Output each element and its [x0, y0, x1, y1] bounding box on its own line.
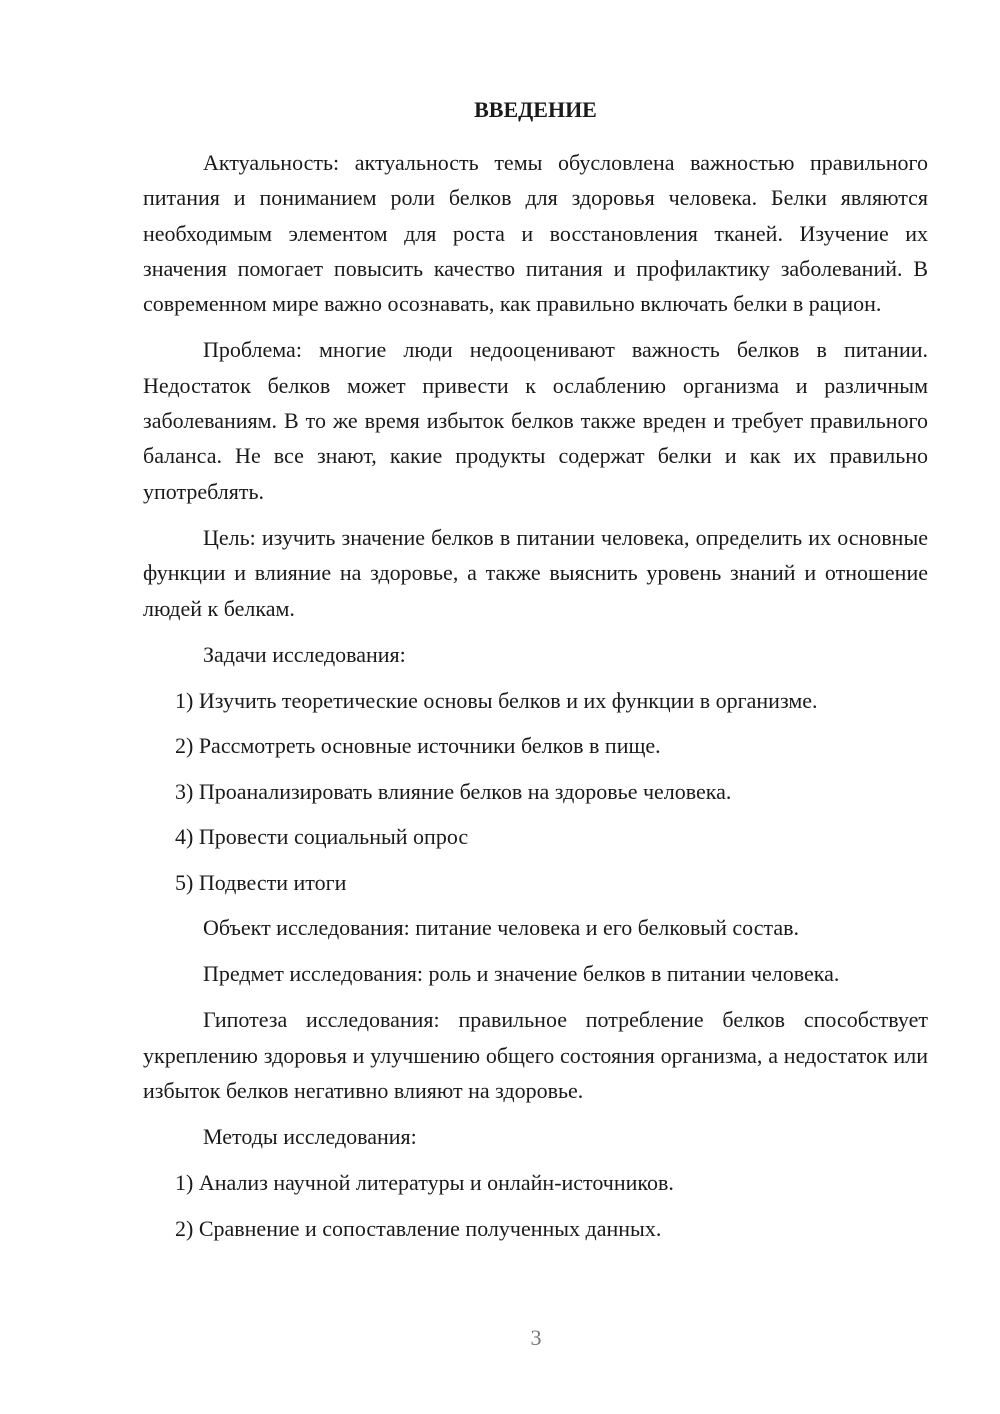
method-item: 1) Анализ научной литературы и онлайн-источников.: [175, 1170, 674, 1196]
section-title: ВВЕДЕНИЕ: [474, 97, 597, 122]
task-item: 4) Провести социальный опрос: [175, 824, 469, 850]
document-page: [143, 95, 928, 1256]
methods-list: [143, 1165, 928, 1246]
object-paragraph: Объект исследования: питание человека и его белковый состав.: [203, 915, 800, 941]
tasks-list: [143, 683, 928, 900]
subject-paragraph: Предмет исследования: роль и значение белков в питании человека.: [203, 961, 840, 987]
task-item: 3) Проанализировать влияние белков на здоровье человека.: [175, 778, 732, 804]
page-number: 3: [530, 1325, 542, 1350]
hypothesis-paragraph: Гипотеза исследования: правильное потребление белков способствует укреплению здоровья и улучшению общего состояния организма, а недостаток или избыток белков негативно влияют на здоровье.: [143, 1007, 928, 1103]
relevance-paragraph: Актуальность: актуальность темы обусловлена важностью правильного питания и пониманием роли белков для здоровья человека. Белки являются необходимым элементом для роста и восстановления тканей. Изучение их значения помогает повысить качество питания и профилактику заболеваний. В современном мире важно осознавать, как правильно включать белки в рацион.: [143, 150, 928, 317]
tasks-label: Задачи исследования:: [203, 641, 406, 667]
method-item: 2) Сравнение и сопоставление полученных данных.: [175, 1215, 662, 1241]
task-item: 5) Подвести итоги: [175, 869, 347, 895]
problem-paragraph: Проблема: многие люди недооценивают важность белков в питании. Недостаток белков может привести к ослаблению организма и различным заболеваниям. В то же время избыток белков также вреден и требует правильного баланса. Не все знают, какие продукты содержат белки и как их правильно употреблять.: [143, 337, 928, 504]
goal-paragraph: Цель: изучить значение белков в питании человека, определить их основные функции и влияние на здоровье, а также выяснить уровень знаний и отношение людей к белкам.: [143, 524, 928, 621]
task-item: 1) Изучить теоретические основы белков и их функции в организме.: [175, 687, 818, 713]
methods-label: Методы исследования:: [203, 1124, 417, 1150]
task-item: 2) Рассмотреть основные источники белков в пище.: [175, 733, 661, 759]
